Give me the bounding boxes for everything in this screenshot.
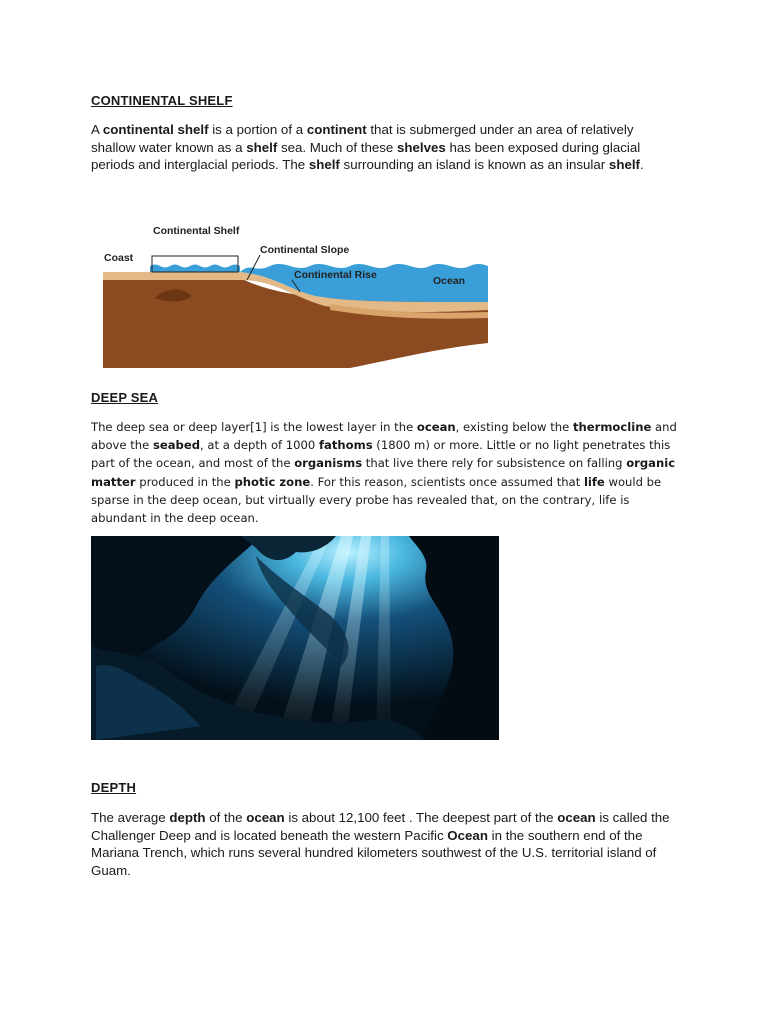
paragraph-depth: The average depth of the ocean is about 12,100 feet . The deepest part of the ocean is called the Challenger Deep and is located beneath the western Pacific Ocean in the southern end of the Mariana Trench, which runs several hundred kilometers southwest of the U.S. territorial island of Guam. [91,810,670,878]
bold-term: shelf [308,157,340,172]
label-continental-slope: Continental Slope [260,244,350,256]
bold-term: shelves [397,139,446,155]
bold-term: photic zone [234,474,311,489]
bold-term: shelf [246,139,278,155]
bold-term: life [583,474,605,489]
bold-term: organic matter [91,456,676,489]
bold-term: ocean [557,810,596,825]
bold-term: continental shelf [102,122,209,137]
bold-term: continent [306,122,367,137]
bold-term: ocean [246,810,285,825]
label-continental-shelf: Continental Shelf [153,225,240,237]
paragraph-deep-sea: The deep sea or deep layer[1] is the lowest layer in the ocean, existing below the thermocline and above the seabed, at a depth of 1000 fathoms (1800 m) or more. Little or no light penetrates this part of the ocean, and most of the organisms that live there rely for subsistence on falling organic matter produced in the photic zone. For this reason, scientists once assumed that life would be sparse in the deep ocean, but virtually every probe has revealed that, on the contrary, life is abundant in the deep ocean. [91,420,677,526]
bold-term: Ocean [447,827,488,843]
continental-shelf-diagram [100,218,492,376]
bold-term: organisms [294,456,363,471]
bold-term: ocean [416,420,456,434]
bold-term: depth [169,810,206,825]
ocean-water [150,265,240,273]
bold-term: seabed [152,438,201,453]
label-continental-rise: Continental Rise [294,269,377,281]
section-heading-depth: DEPTH [91,780,137,795]
label-coast: Coast [104,252,134,264]
label-ocean: Ocean [433,275,466,287]
bold-term: shelf [608,157,640,172]
bold-term: thermocline [572,420,652,434]
underwater-cave-photo [91,536,499,740]
section-heading-deep-sea: DEEP SEA [91,390,159,405]
section-heading-continental-shelf: CONTINENTAL SHELF [91,93,233,108]
bold-term: fathoms [319,438,373,453]
paragraph-continental-shelf: A continental shelf is a portion of a continent that is submerged under an area of relatively shallow water known as a shelf sea. Much of these shelves has been exposed during glacial periods and interglacial periods. The shelf surrounding an island is known as an insular shelf. [91,122,644,172]
